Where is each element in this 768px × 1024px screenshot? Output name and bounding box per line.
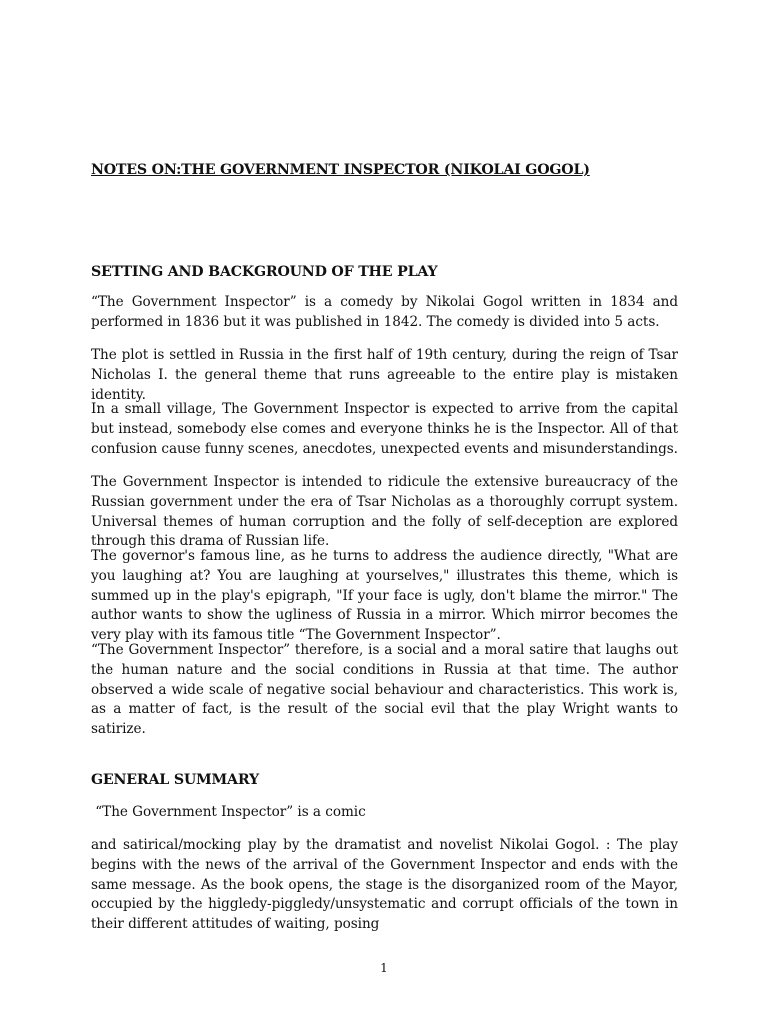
section-heading-setting: SETTING AND BACKGROUND OF THE PLAY: [91, 264, 438, 280]
paragraph: and satirical/mocking play by the dramatist and novelist Nikolai Gogol. : The play begins with the news of the arrival of the Government Inspector and ends with the same message. As the book opens, the stage is the disorganized room of the Mayor, occupied by the higgledy-piggledy/unsystematic and corrupt officials of the town in their different attitudes of waiting, posing: [91, 837, 678, 933]
section-heading-summary: GENERAL SUMMARY: [91, 772, 259, 788]
paragraph: “The Government Inspector” therefore, is a social and a moral satire that laughs out the human nature and the social conditions in Russia at that time. The author observed a wide scale of negative social behaviour and characteristics. This work is, as a matter of fact, is the result of the social evil that the play Wright wants to satirize.: [91, 642, 678, 738]
page-number: 1: [380, 961, 388, 975]
paragraph: The Government Inspector is intended to ridicule the extensive bureaucracy of the Russian government under the era of Tsar Nicholas as a thoroughly corrupt system. Universal themes of human corruption and the folly of self-deception are explored through this drama of Russian life.: [91, 474, 678, 550]
paragraph: “The Government Inspector” is a comic: [91, 804, 366, 820]
paragraph: The governor's famous line, as he turns to address the audience directly, "What are you laughing at? You are laughing at yourselves," illustrates this theme, which is summed up in the play's epigraph, "If your face is ugly, don't blame the mirror." The author wants to show the ugliness of Russia in a mirror. Which mirror becomes the very play with its famous title “The Government Inspector”.: [91, 548, 678, 644]
paragraph: The plot is settled in Russia in the first half of 19th century, during the reign of Tsar Nicholas I. the general theme that runs agreeable to the entire play is mistaken identity.: [91, 347, 678, 403]
document-title: NOTES ON:THE GOVERNMENT INSPECTOR (NIKOLAI GOGOL): [91, 162, 590, 178]
paragraph: In a small village, The Government Inspector is expected to arrive from the capital but instead, somebody else comes and everyone thinks he is the Inspector. All of that confusion cause funny scenes, anecdotes, unexpected events and misunderstandings.: [91, 401, 678, 457]
paragraph: “The Government Inspector” is a comedy by Nikolai Gogol written in 1834 and performed in 1836 but it was published in 1842. The comedy is divided into 5 acts.: [91, 294, 678, 330]
